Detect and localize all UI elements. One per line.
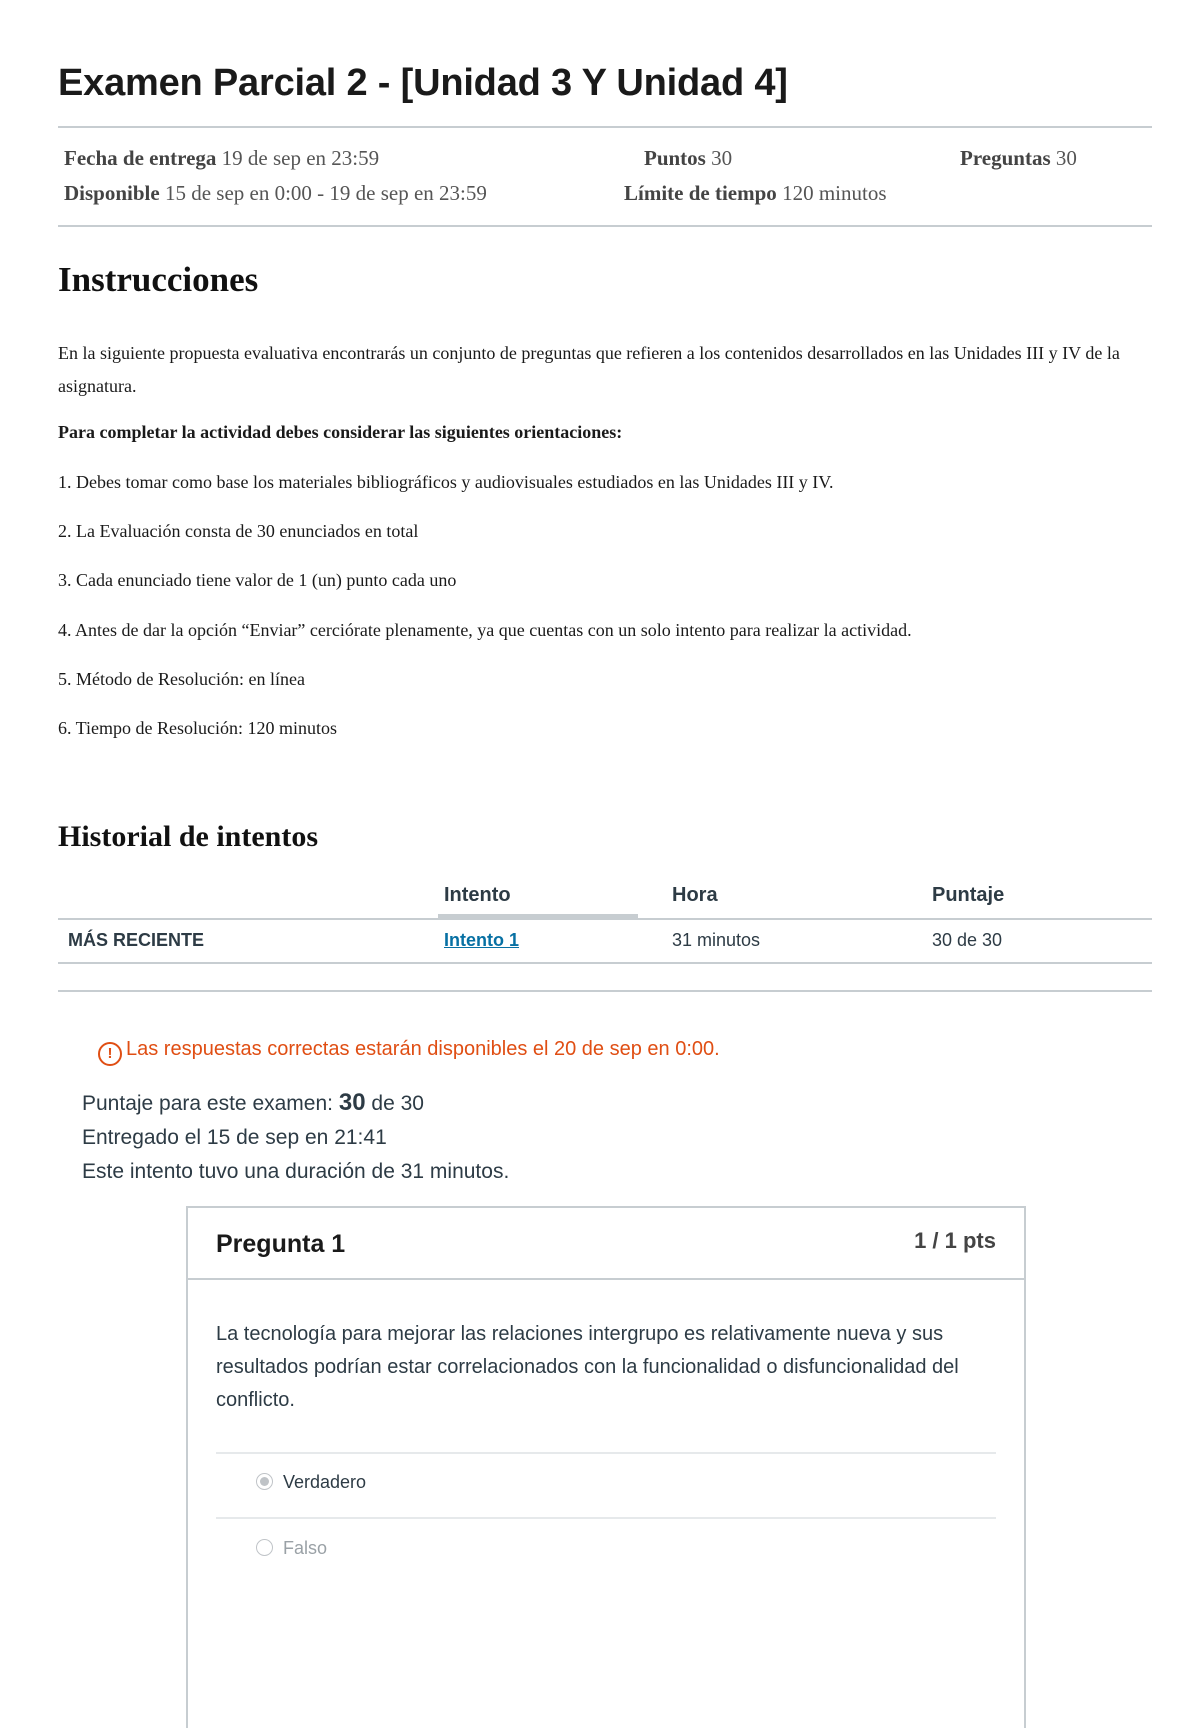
instruction-item: 1. Debes tomar como base los materiales bibliográficos y audiovisuales estudiados en las Unidades III y IV. — [58, 472, 834, 492]
radio-icon[interactable] — [256, 1539, 273, 1556]
score-prefix: Puntaje para este examen: — [82, 1092, 333, 1115]
instruction-item: 5. Método de Resolución: en línea — [58, 669, 305, 689]
column-header-puntaje: Puntaje — [932, 884, 1005, 906]
active-column-indicator — [438, 914, 638, 918]
divider — [58, 225, 1152, 227]
column-header-hora: Hora — [672, 884, 718, 906]
available-label: Disponible — [64, 181, 160, 205]
divider — [58, 990, 1152, 992]
instructions-heading: Instrucciones — [58, 260, 259, 299]
answer-label: Falso — [283, 1538, 328, 1558]
quiz-page — [58, 0, 1152, 1698]
points-value: 30 — [711, 146, 733, 170]
attempt-link[interactable]: Intento 1 — [444, 930, 519, 950]
submitted-info: Entregado el 15 de sep en 21:41 — [82, 1126, 387, 1149]
page-title: Examen Parcial 2 - [Unidad 3 Y Unidad 4] — [58, 62, 788, 104]
available-value: 15 de sep en 0:00 - 19 de sep en 23:59 — [164, 181, 487, 205]
radio-selected-icon[interactable] — [256, 1473, 273, 1490]
score-summary — [82, 1089, 424, 1117]
points — [644, 146, 732, 171]
attempt-score: 30 de 30 — [932, 930, 1003, 950]
attempt-time: 31 minutos — [672, 930, 761, 950]
row-label-most-recent: MÁS RECIENTE — [68, 930, 205, 950]
questions-label: Preguntas — [960, 146, 1051, 170]
answer-label: Verdadero — [283, 1472, 367, 1492]
orientations-heading: Para completar la actividad debes considerar las siguientes orientaciones: — [58, 422, 623, 442]
question-title: Pregunta 1 — [216, 1230, 346, 1258]
question-header — [188, 1208, 1024, 1280]
history-heading: Historial de intentos — [58, 820, 318, 853]
points-label: Puntos — [644, 146, 706, 170]
instruction-item: 4. Antes de dar la opción “Enviar” cerciórate plenamente, ya que cuentas con un solo intento para realizar la actividad. — [58, 620, 912, 640]
table-row-rule — [58, 962, 1152, 964]
answer-divider — [216, 1452, 996, 1454]
question-points: 1 / 1 pts — [914, 1228, 996, 1253]
instruction-item: 2. La Evaluación consta de 30 enunciados en total — [58, 521, 419, 541]
time-limit-label: Límite de tiempo — [624, 181, 777, 205]
due-date — [64, 146, 379, 171]
duration-info: Este intento tuvo una duración de 31 minutos. — [82, 1160, 510, 1183]
question-count — [960, 146, 1077, 171]
column-header-intento: Intento — [444, 884, 511, 906]
answer-option-falso[interactable] — [256, 1538, 327, 1559]
instruction-item: 3. Cada enunciado tiene valor de 1 (un) punto cada uno — [58, 570, 457, 590]
table-header-rule — [58, 918, 1152, 920]
answer-option-verdadero[interactable] — [256, 1472, 366, 1493]
question-card — [186, 1206, 1026, 1728]
time-limit-value: 120 minutos — [782, 181, 887, 205]
due-value: 19 de sep en 23:59 — [221, 146, 380, 170]
question-text: La tecnología para mejorar las relaciones intergrupo es relativamente nueva y sus resultados podrían estar correlacionados con la funcionalidad o disfuncionalidad del conflicto. — [216, 1323, 959, 1411]
alert-text: Las respuestas correctas estarán disponibles el 20 de sep en 0:00. — [126, 1038, 720, 1060]
instruction-item: 6. Tiempo de Resolución: 120 minutos — [58, 718, 338, 738]
warning-icon: ! — [98, 1042, 122, 1066]
answers-availability-alert — [98, 1038, 720, 1066]
questions-value: 30 — [1055, 146, 1077, 170]
divider — [58, 126, 1152, 128]
due-label: Fecha de entrega — [64, 146, 217, 170]
time-limit — [624, 181, 887, 206]
score-value: 30 — [338, 1089, 366, 1116]
answer-divider — [216, 1517, 996, 1519]
availability — [64, 181, 487, 206]
score-suffix: de 30 — [371, 1092, 424, 1115]
instructions-intro: En la siguiente propuesta evaluativa encontrarás un conjunto de preguntas que refieren a los contenidos desarrollados en las Unidades III y IV de la asignatura. — [58, 343, 1120, 396]
